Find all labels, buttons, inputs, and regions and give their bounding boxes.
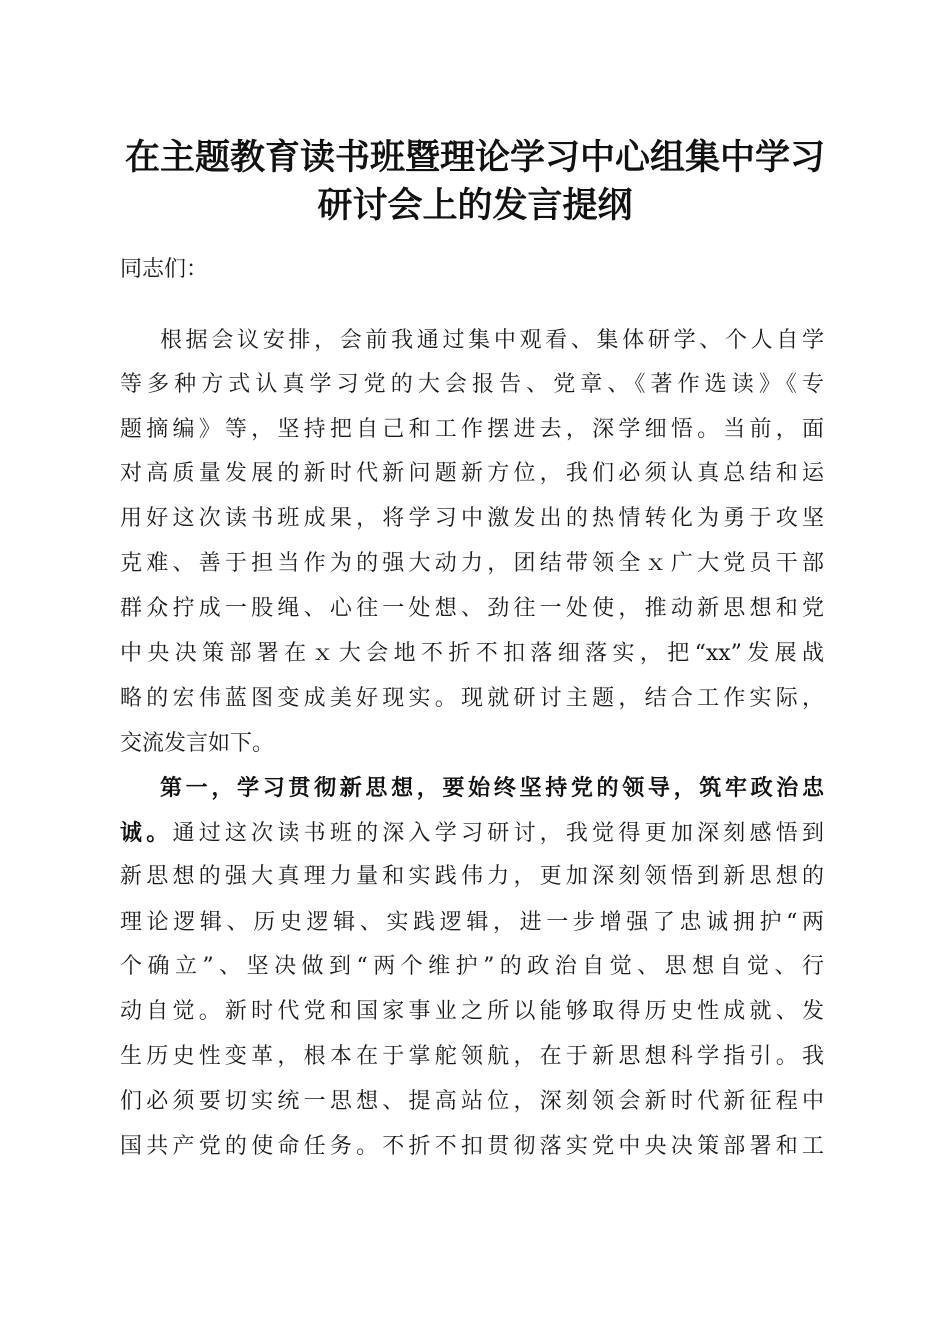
paragraph-2-heading: 第一，学习贯彻新思想，要始终坚持党的领导，筑牢政治忠 [160, 775, 824, 801]
paragraph-1-line: 中央决策部署在ｘ大会地不折不扣落细落实，把“xx”发展战 [120, 641, 824, 666]
paragraph-2-line: 理论逻辑、历史逻辑、实践逻辑，进一步增强了忠诚拥护“两 [120, 910, 824, 935]
paragraph-2-line: 新思想的强大真理力量和实践伟力，更加深刻领悟到新思想的 [120, 864, 824, 889]
paragraph-1-line: 略的宏伟蓝图变成美好现实。现就研讨主题，结合工作实际， [120, 686, 824, 711]
paragraph-2-line: 国共产党的使命任务。不折不扣贯彻落实党中央决策部署和工 [120, 1134, 824, 1159]
paragraph-1-line: 交流发言如下。 [120, 731, 275, 756]
paragraph-2-line: 生历史性变革，根本在于掌舵领航，在于新思想科学指引。我 [120, 1044, 824, 1069]
paragraph-1-line: 对高质量发展的新时代新问题新方位，我们必须认真总结和运 [120, 461, 824, 486]
paragraph-2-line: 个确立”、坚决做到“两个维护”的政治自觉、思想自觉、行 [120, 954, 824, 979]
salutation: 同志们： [120, 257, 209, 282]
paragraph-1-line: 等多种方式认真学习党的大会报告、党章、《著作选读》《专 [120, 372, 824, 397]
paragraph-2-line [120, 813, 824, 853]
paragraph-1-line: 用好这次读书班成果，将学习中激发出的热情转化为勇于攻坚 [120, 506, 824, 531]
document-title-line-1: 在主题教育读书班暨理论学习中心组集中学习 [124, 137, 825, 178]
paragraph-2-heading-end: 诚。 [120, 820, 173, 846]
paragraph-2-line: 动自觉。新时代党和国家事业之所以能够取得历史性成就、发 [120, 999, 824, 1024]
paragraph-2-line-text: 通过这次读书班的深入学习研讨，我觉得更加深刻感悟到 [172, 821, 824, 846]
document-title-line-2: 研讨会上的发言提纲 [317, 185, 633, 226]
paragraph-1-line: 根据会议安排，会前我通过集中观看、集体研学、个人自学 [160, 328, 824, 353]
paragraph-1-line: 克难、善于担当作为的强大动力，团结带领全ｘ广大党员干部 [120, 551, 824, 576]
paragraph-2-line: 们必须要切实统一思想、提高站位，深刻领会新时代新征程中 [120, 1089, 824, 1114]
paragraph-1-line: 题摘编》等，坚持把自己和工作摆进去，深学细悟。当前，面 [120, 417, 824, 442]
paragraph-1-line: 群众拧成一股绳、心往一处想、劲往一处使，推动新思想和党 [120, 596, 824, 621]
